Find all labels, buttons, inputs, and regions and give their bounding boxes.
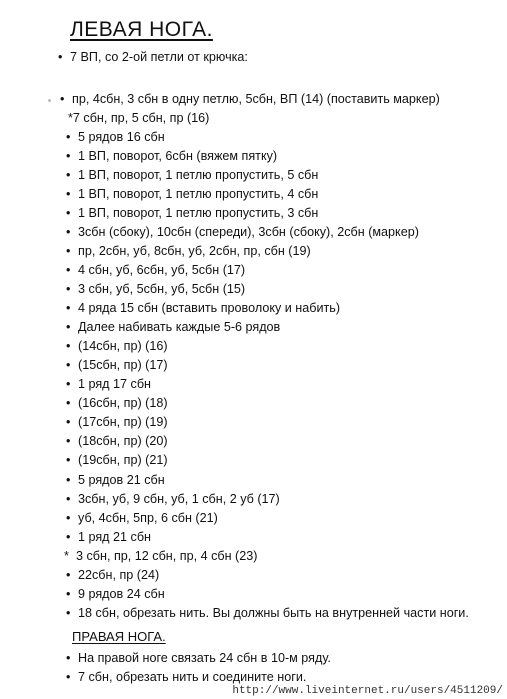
list-item: • 1 ВП, поворот, 6сбн (вяжем пятку) [66,149,278,163]
list-item: • 18 сбн, обрезать нить. Вы должны быть на внутренней части ноги. [66,606,469,620]
list-item: • уб, 4сбн, 5пр, 6 сбн (21) [66,511,218,525]
list-item: *7 сбн, пр, 5 сбн, пр (16) [68,111,210,125]
list-item: • пр, 2сбн, уб, 8сбн, уб, 2сбн, пр, сбн (19) [66,244,311,258]
list-item: • 4 ряда 15 сбн (вставить проволоку и набить) [66,301,341,315]
list-item: • 4 сбн, уб, 6сбн, уб, 5сбн (17) [66,263,246,277]
list-item: * 3 сбн, пр, 12 сбн, пр, 4 сбн (23) [64,549,258,563]
stray-dot [48,99,51,102]
list-item: • На правой ноге связать 24 сбн в 10-м ряду. [66,651,331,665]
list-item: • (17сбн, пр) (19) [66,415,168,429]
list-item: • (14сбн, пр) (16) [66,339,168,353]
list-item: • 3сбн (сбоку), 10сбн (спереди), 3сбн (сбоку), 2сбн (маркер) [66,225,419,239]
list-item: • 9 рядов 24 сбн [66,587,165,601]
list-item: • 5 рядов 16 сбн [66,130,165,144]
page-title: ЛЕВАЯ НОГА. [70,18,213,41]
section-subtitle: ПРАВАЯ НОГА. [72,629,166,644]
list-item: • 22сбн, пр (24) [66,568,160,582]
list-item: • 1 ВП, поворот, 1 петлю пропустить, 4 сбн [66,187,319,201]
list-item: • (16сбн, пр) (18) [66,396,168,410]
list-item: • (19сбн, пр) (21) [66,453,168,467]
list-item: • 7 ВП, со 2-ой петли от крючка: [58,50,248,64]
watermark-url: http://www.liveinternet.ru/users/4511209/ [232,685,503,697]
list-item: • 3сбн, уб, 9 сбн, уб, 1 сбн, 2 уб (17) [66,492,280,506]
list-item: • 1 ряд 17 сбн [66,377,152,391]
list-item: • 1 ВП, поворот, 1 петлю пропустить, 3 сбн [66,206,319,220]
list-item: • Далее набивать каждые 5-6 рядов [66,320,281,334]
list-item: • 1 ВП, поворот, 1 петлю пропустить, 5 сбн [66,168,319,182]
list-item: • (18сбн, пр) (20) [66,434,168,448]
list-item: • 1 ряд 21 сбн [66,530,152,544]
list-item: • пр, 4сбн, 3 сбн в одну петлю, 5сбн, ВП (14) (поставить маркер) [60,92,440,106]
list-item: • 7 сбн, обрезать нить и соедините ноги. [66,670,307,684]
list-item: • 3 сбн, уб, 5сбн, уб, 5сбн (15) [66,282,246,296]
list-item: • 5 рядов 21 сбн [66,473,165,487]
list-item: • (15сбн, пр) (17) [66,358,168,372]
